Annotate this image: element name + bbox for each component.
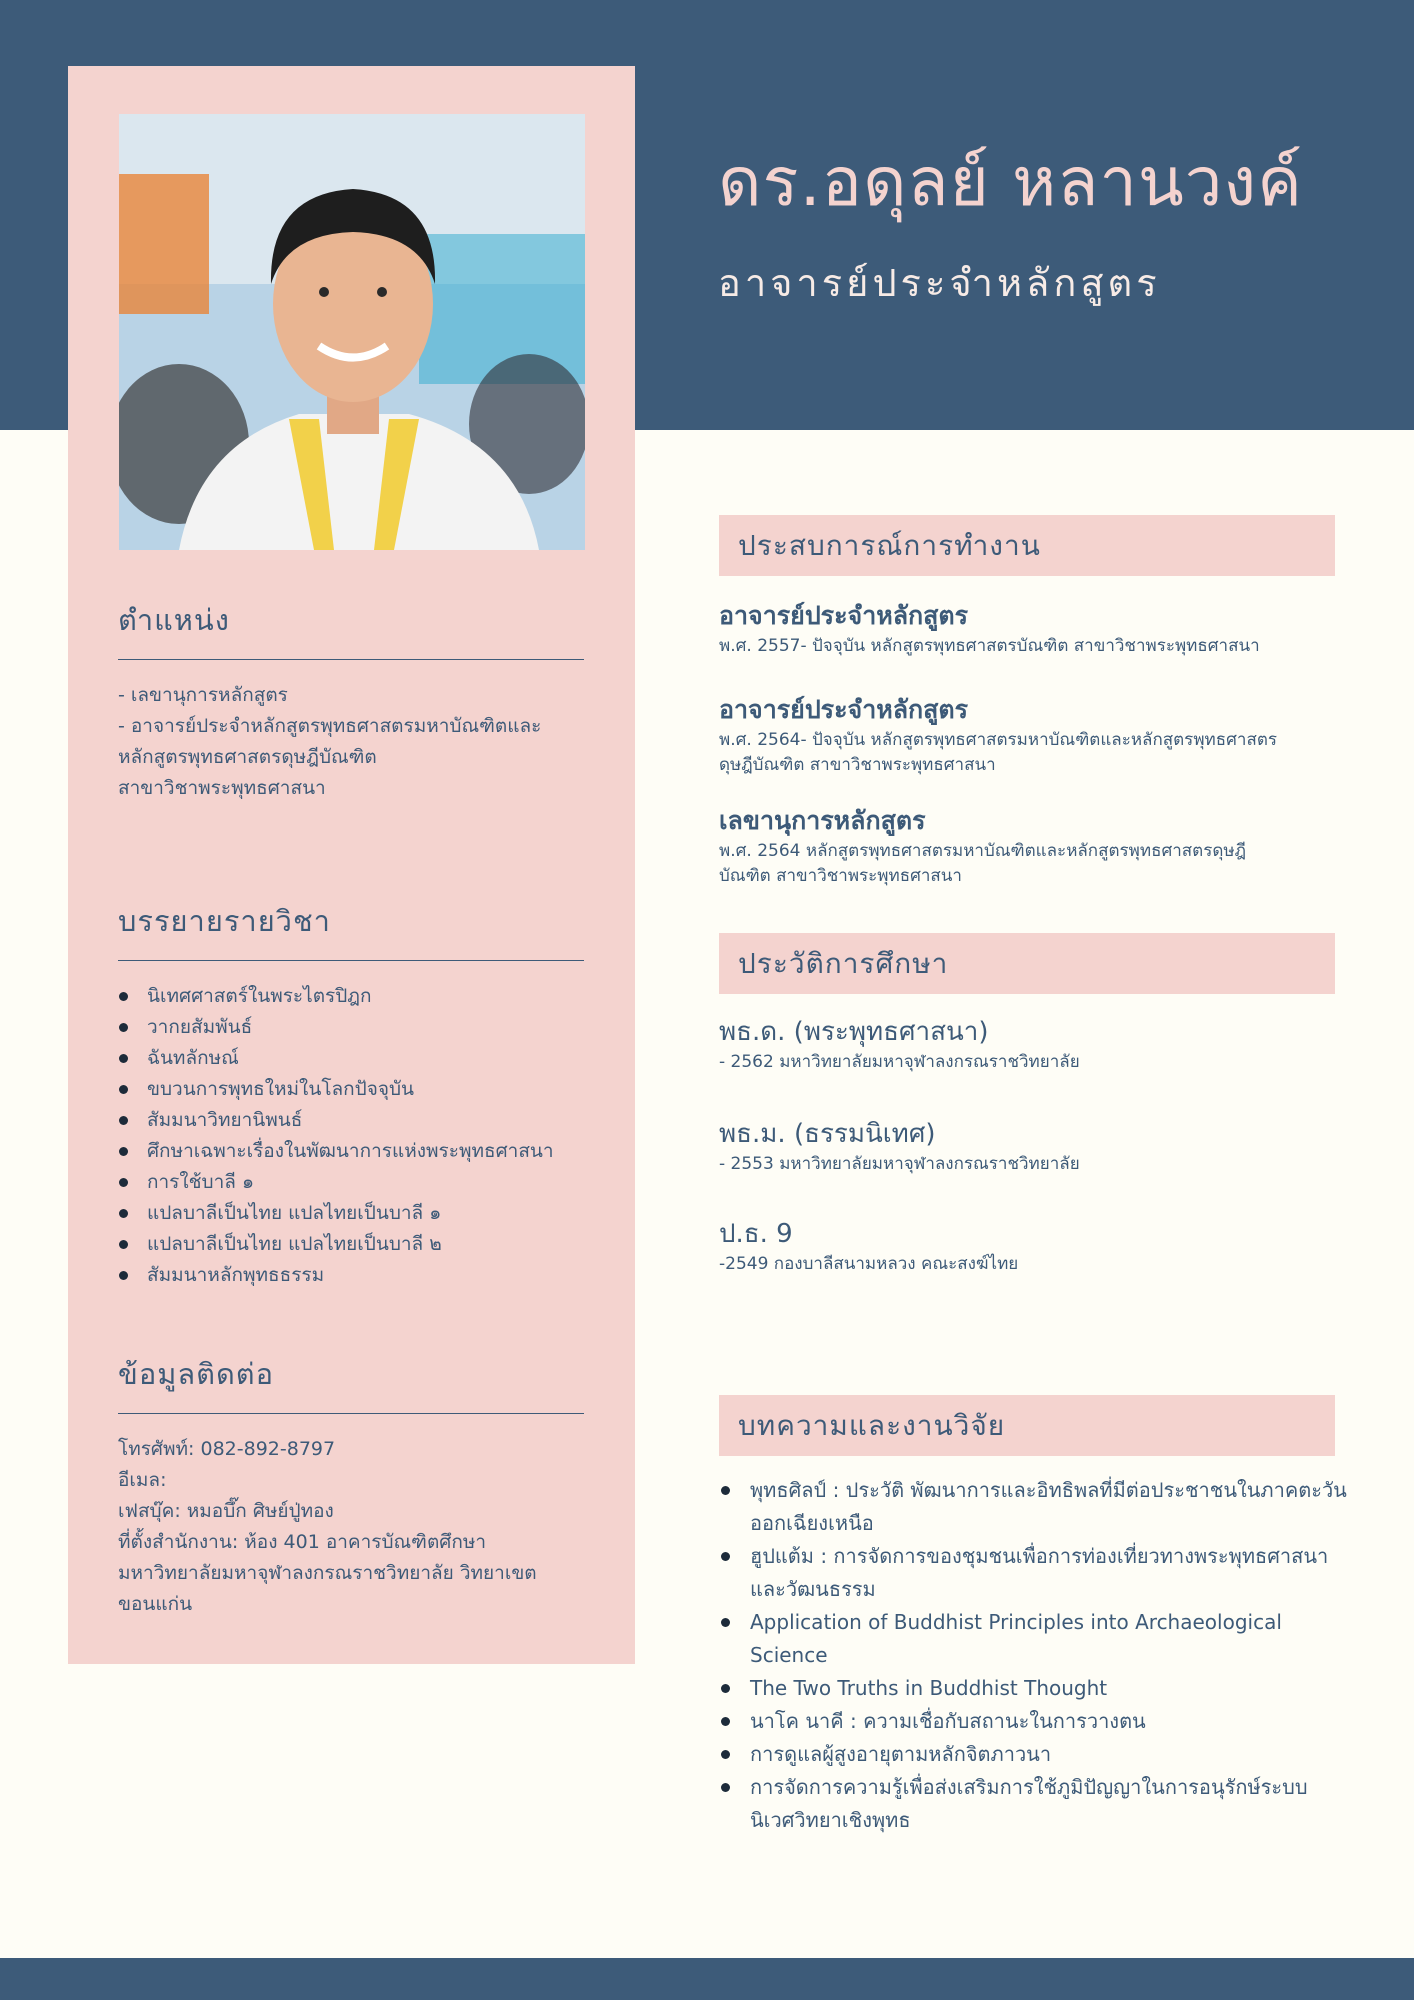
list-item: นาโค นาคี : ความเชื่อกับสถานะในการวางตน (719, 1705, 1349, 1738)
contact-email: อีเมล: (118, 1469, 167, 1491)
experience-detail: พ.ศ. 2564 หลักสูตรพุทธศาสตรมหาบัณฑิตและหลักสูตรพุทธศาสตรดุษฎีบัณฑิต สาขาวิชาพระพุทธศาสนา (719, 841, 1246, 886)
education-entry (719, 1014, 1359, 1075)
education-detail: - 2562 มหาวิทยาลัยมหาจุฬาลงกรณราชวิทยาลัย (719, 1052, 1080, 1072)
experience-role: เลขานุการหลักสูตร (719, 806, 926, 835)
courses-section (118, 898, 584, 1291)
contact-title: ข้อมูลติดต่อ (118, 1351, 584, 1414)
experience-detail: พ.ศ. 2564- ปัจจุบัน หลักสูตรพุทธศาสตรมหาบัณฑิตและหลักสูตรพุทธศาสตรดุษฎีบัณฑิต สาขาวิชาพระพุทธศาสนา (719, 730, 1277, 775)
position-title: ตำแหน่ง (118, 597, 584, 660)
contact-phone: โทรศัพท์: 082-892-8797 (118, 1438, 336, 1460)
list-item: พุทธศิลป์ : ประวัติ พัฒนาการและอิทธิพลที่มีต่อประชาชนในภาคตะวันออกเฉียงเหนือ (719, 1474, 1349, 1540)
experience-heading (719, 515, 1335, 576)
contact-facebook: เฟสบุ๊ค: หมอบึ๊ก ศิษย์ปู่ทอง (118, 1500, 334, 1522)
list-item: The Two Truths in Buddhist Thought (719, 1672, 1349, 1705)
education-degree: พธ.ด. (พระพุทธศาสนา) (719, 1017, 989, 1047)
position-line: สาขาวิชาพระพุทธศาสนา (118, 777, 326, 799)
contact-section (118, 1351, 584, 1620)
education-degree: พธ.ม. (ธรรมนิเทศ) (719, 1119, 936, 1149)
research-title: บทความและงานวิจัย (738, 1409, 1006, 1442)
education-entry (719, 1116, 1359, 1177)
experience-role: อาจารย์ประจำหลักสูตร (719, 695, 969, 724)
position-line: - เลขานุการหลักสูตร (118, 684, 288, 706)
list-item: ศึกษาเฉพาะเรื่องในพัฒนาการแห่งพระพุทธศาสนา (118, 1136, 584, 1167)
contact-office: ที่ตั้งสำนักงาน: ห้อง 401 อาคารบัณฑิตศึกษา มหาวิทยาลัยมหาจุฬาลงกรณราชวิทยาลัย วิทยาเขตขอนแก่น (118, 1531, 537, 1615)
list-item: แปลบาลีเป็นไทย แปลไทยเป็นบาลี ๑ (118, 1198, 584, 1229)
list-item: นิเทศศาสตร์ในพระไตรปิฎก (118, 981, 584, 1012)
experience-role: อาจารย์ประจำหลักสูตร (719, 601, 969, 630)
footer-band (0, 1958, 1414, 2000)
list-item: Application of Buddhist Principles into Archaeological Science (719, 1606, 1349, 1672)
research-list (719, 1474, 1349, 1837)
experience-entry (719, 692, 1279, 778)
education-entry (719, 1216, 1359, 1277)
list-item: การใช้บาลี ๑ (118, 1167, 584, 1198)
experience-entry (719, 598, 1359, 659)
list-item: ขบวนการพุทธใหม่ในโลกปัจจุบัน (118, 1074, 584, 1105)
education-detail: - 2553 มหาวิทยาลัยมหาจุฬาลงกรณราชวิทยาลัย (719, 1154, 1080, 1174)
education-detail: -2549 กองบาลีสนามหลวง คณะสงฆ์ไทย (719, 1254, 1019, 1274)
list-item: การจัดการความรู้เพื่อส่งเสริมการใช้ภูมิปัญญาในการอนุรักษ์ระบบนิเวศวิทยาเชิงพุทธ (719, 1771, 1349, 1837)
education-heading (719, 933, 1335, 994)
position-line: - อาจารย์ประจำหลักสูตรพุทธศาสตรมหาบัณฑิตและหลักสูตรพุทธศาสตรดุษฎีบัณฑิต (118, 715, 542, 768)
list-item: ฮูปแต้ม : การจัดการของชุมชนเพื่อการท่องเที่ยวทางพระพุทธศาสนาและวัฒนธรรม (719, 1540, 1349, 1606)
experience-detail: พ.ศ. 2557- ปัจจุบัน หลักสูตรพุทธศาสตรบัณฑิต สาขาวิชาพระพุทธศาสนา (719, 636, 1260, 656)
list-item: วากยสัมพันธ์ (118, 1012, 584, 1043)
left-panel (68, 66, 635, 1664)
education-degree: ป.ธ. 9 (719, 1219, 793, 1249)
list-item: สัมมนาหลักพุทธธรรม (118, 1260, 584, 1291)
position-section (118, 597, 584, 804)
list-item: การดูแลผู้สูงอายุตามหลักจิตภาวนา (719, 1738, 1349, 1771)
courses-title: บรรยายรายวิชา (118, 898, 584, 961)
research-heading (719, 1395, 1335, 1456)
education-title: ประวัติการศึกษา (738, 947, 949, 980)
person-role: อาจารย์ประจำหลักสูตร (718, 261, 1161, 305)
list-item: แปลบาลีเป็นไทย แปลไทยเป็นบาลี ๒ (118, 1229, 584, 1260)
experience-title: ประสบการณ์การทำงาน (738, 529, 1041, 562)
courses-list (118, 981, 584, 1291)
person-name: ดร.อดุลย์ หลานวงค์ (718, 143, 1303, 221)
list-item: สัมมนาวิทยานิพนธ์ (118, 1105, 584, 1136)
list-item: ฉันทลักษณ์ (118, 1043, 584, 1074)
experience-entry (719, 803, 1279, 889)
profile-photo (119, 114, 585, 550)
